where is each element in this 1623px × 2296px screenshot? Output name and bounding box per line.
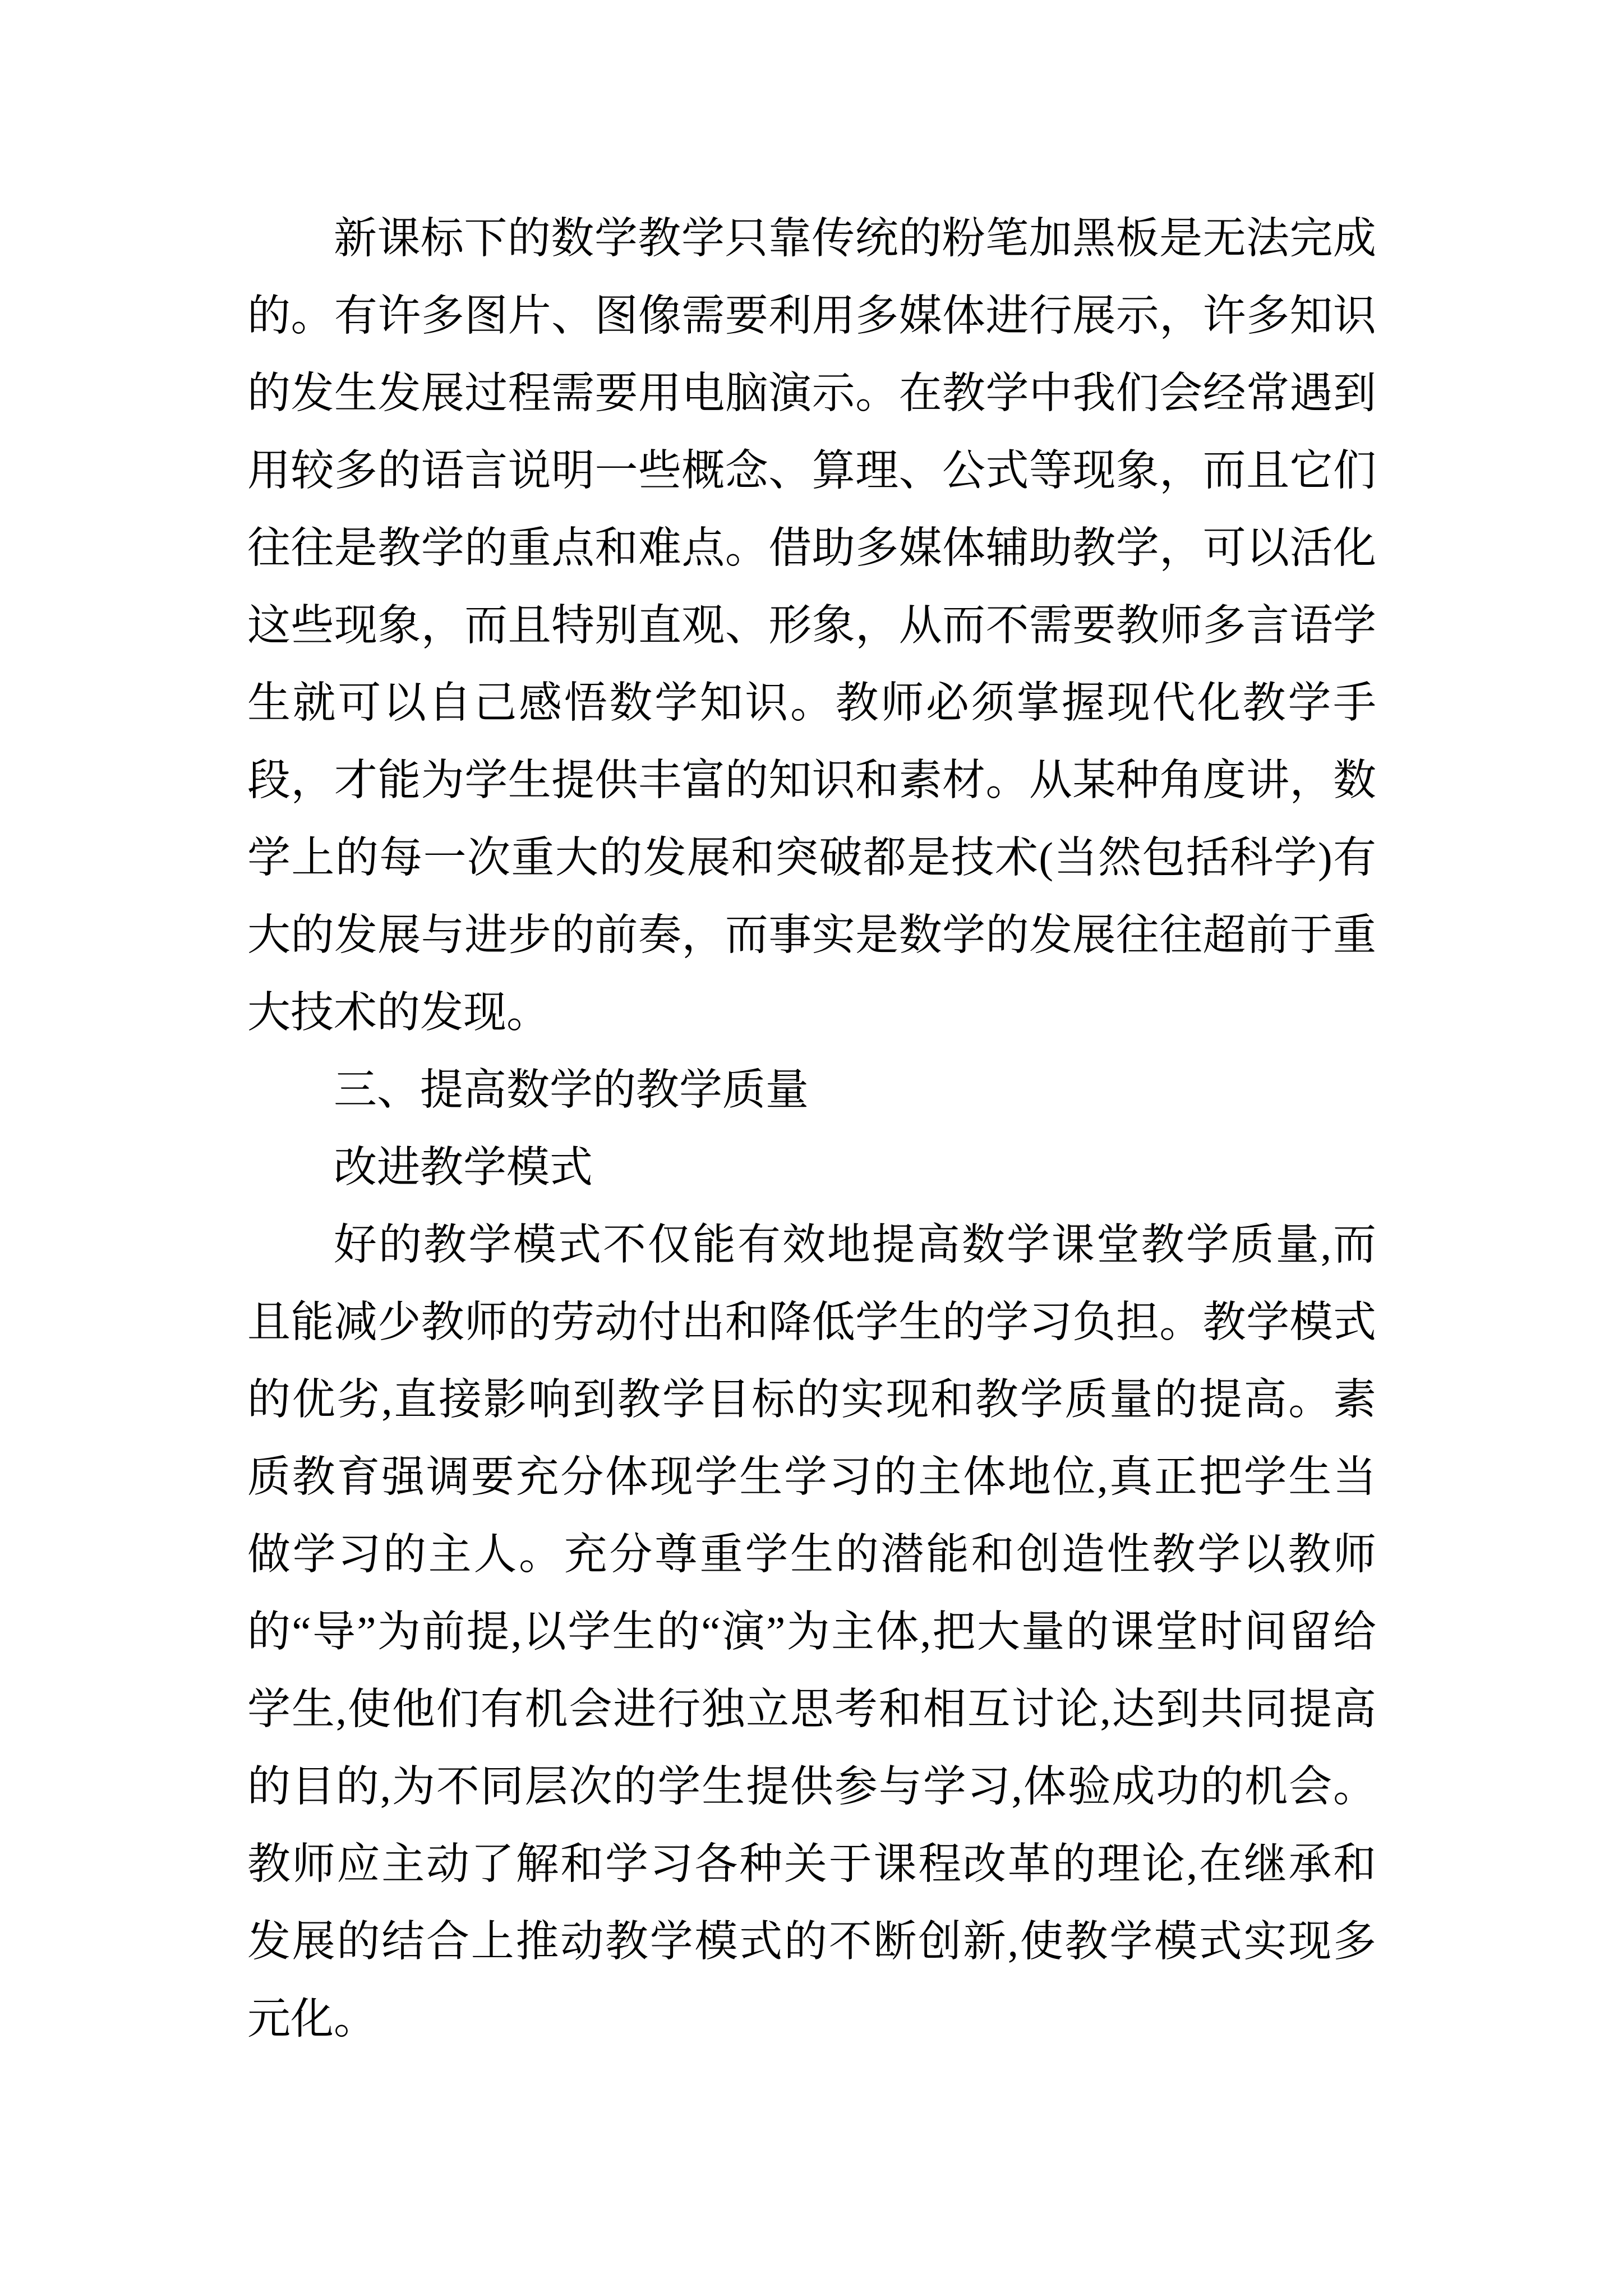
heading-section-three-improve-math-teaching-quality: 三、提高数学的教学质量 <box>334 1066 809 1114</box>
paragraph-teaching-model: 好的教学模式不仅能有效地提高数学课堂教学质量,而且能减少教师的劳动付出和降低学生的学习负担。教学模式的优劣,直接影响到教学目标的实现和教学质量的提高。素质教育强调要充分体现学生学习的主体地位,真正把学生当做学习的主人。充分尊重学生的潜能和创造性教学以教师的“导”为前提,以学生的“演”为主体,把大量的课堂时间留给学生,使他们有机会进行独立思考和相互讨论,达到共同提高的目的,为不同层次的学生提供参与学习,体验成功的机会。教师应主动了解和学习各种关于课程改革的理论,在继承和发展的结合上推动教学模式的不断创新,使教学模式实现多元化。 <box>247 1221 1376 2043</box>
subheading-improve-teaching-model: 改进教学模式 <box>334 1143 593 1191</box>
paragraph-multimedia-teaching: 新课标下的数学教学只靠传统的粉笔加黑板是无法完成的。有许多图片、图像需要利用多媒体进行展示，许多知识的发生发展过程需要用电脑演示。在教学中我们会经常遇到用较多的语言说明一些概念、算理、公式等现象，而且它们往往是教学的重点和难点。借助多媒体辅助教学，可以活化这些现象，而且特别直观、形象，从而不需要教师多言语学生就可以自己感悟数学知识。教师必须掌握现代化教学手段，才能为学生提供丰富的知识和素材。从某种角度讲，数学上的每一次重大的发展和突破都是技术(当然包括科学)有大的发展与进步的前奏，而事实是数学的发展往往超前于重大技术的发现。 <box>247 214 1376 1037</box>
